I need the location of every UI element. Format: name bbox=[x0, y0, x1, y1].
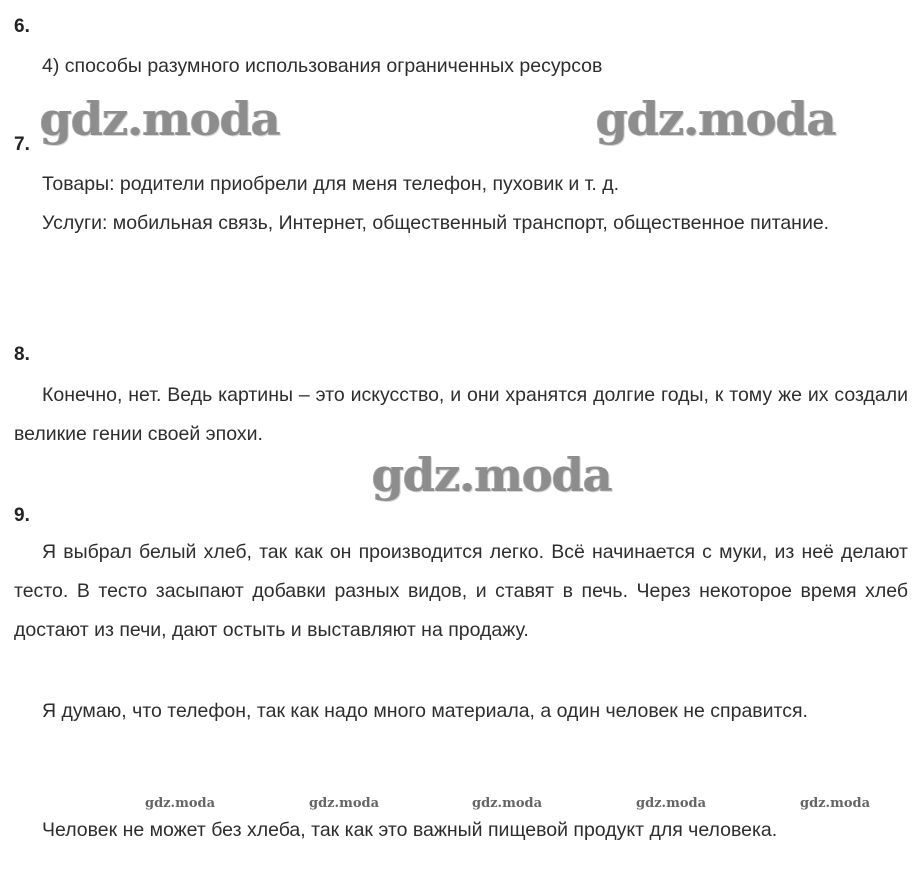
answer-paragraph: Человек не может без хлеба, так как это важный пищевой продукт для человека. bbox=[42, 819, 778, 841]
watermark-small: gdz.moda bbox=[472, 796, 543, 811]
watermark-small: gdz.moda bbox=[145, 796, 216, 811]
watermark-logo: gdz.moda bbox=[372, 448, 612, 502]
watermark-small: gdz.moda bbox=[636, 796, 707, 811]
answer-paragraph: Конечно, нет. Ведь картины – это искусство, и они хранятся долгие годы, к тому же их создали великие гении своей эпохи. bbox=[14, 384, 908, 445]
section-number-9: 9. bbox=[14, 505, 30, 526]
watermark-small: gdz.moda bbox=[309, 796, 380, 811]
answer-paragraph: Услуги: мобильная связь, Интернет, общественный транспорт, общественное питание. bbox=[42, 212, 830, 234]
answer-paragraph: Товары: родители приобрели для меня телефон, пуховик и т. д. bbox=[42, 173, 620, 195]
watermark-small: gdz.moda bbox=[800, 796, 871, 811]
section-number-6: 6. bbox=[14, 16, 30, 37]
watermark-logo: gdz.moda bbox=[596, 92, 836, 146]
answer-paragraph: Я выбрал белый хлеб, так как он производится легко. Всё начинается с муки, из неё делают тесто. В тесто засыпают добавки разных видов, и ставят в печь. Через некоторое время хлеб достают из печи, дают остыть и выставляют на продажу. bbox=[14, 541, 908, 641]
answer-paragraph: Я думаю, что телефон, так как надо много материала, а один человек не справится. bbox=[42, 700, 808, 722]
section-number-8: 8. bbox=[14, 344, 30, 365]
watermark-logo: gdz.moda bbox=[40, 92, 280, 146]
answer-paragraph: 4) способы разумного использования ограниченных ресурсов bbox=[42, 55, 603, 77]
section-number-7: 7. bbox=[14, 134, 30, 155]
